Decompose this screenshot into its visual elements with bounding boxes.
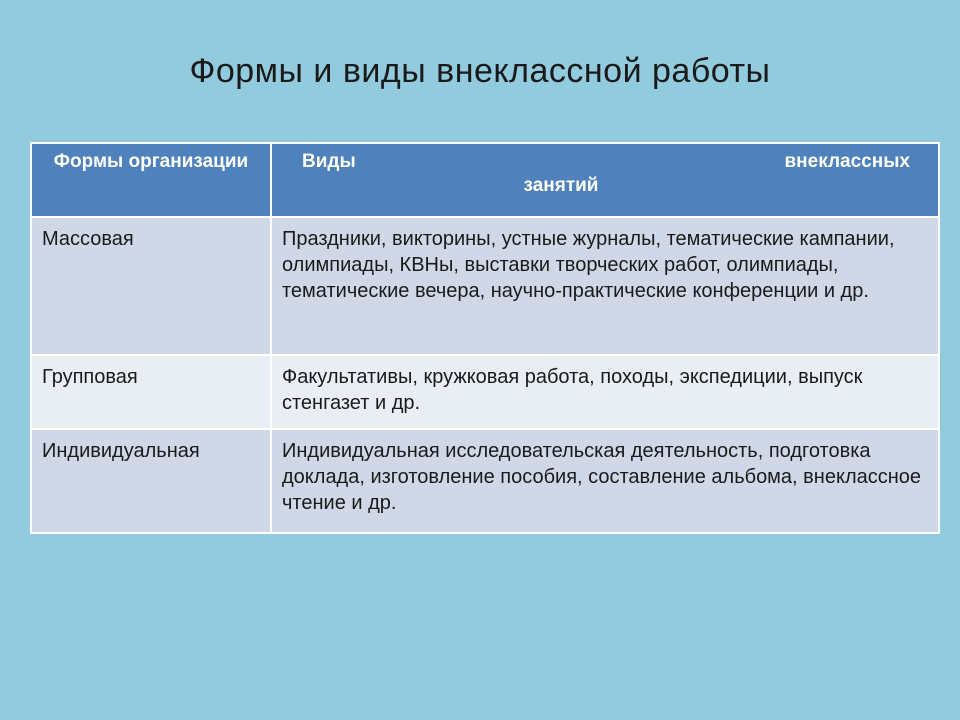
kinds-cell-group: Факультативы, кружковая работа, походы, экспедиции, выпуск стенгазет и др. xyxy=(271,355,939,429)
form-cell-mass: Массовая xyxy=(31,217,271,355)
header-kinds-word3: занятий xyxy=(523,175,599,196)
slide-title: Формы и виды внеклассной работы xyxy=(189,52,771,90)
forms-table xyxy=(30,142,940,534)
table-row xyxy=(31,429,939,533)
form-cell-individual: Индивидуальная xyxy=(31,429,271,533)
form-cell-group: Групповая xyxy=(31,355,271,429)
header-kinds-word2: внеклассных xyxy=(784,151,910,172)
header-forms-label: Формы организации xyxy=(53,151,249,172)
header-forms xyxy=(31,143,271,217)
kinds-cell-individual: Индивидуальная исследовательская деятельность, подготовка доклада, изготовление пособия, составление альбома, внеклассное чтение и др. xyxy=(271,429,939,533)
table-row xyxy=(31,217,939,355)
header-kinds xyxy=(271,143,939,217)
header-kinds-word1: Виды xyxy=(302,151,356,172)
table-row xyxy=(31,355,939,429)
kinds-cell-mass: Праздники, викторины, устные журналы, тематические кампании, олимпиады, КВНы, выставки творческих работ, олимпиады, тематические вечера, научно-практические конференции и др. xyxy=(271,217,939,355)
table-header-row xyxy=(31,143,939,217)
